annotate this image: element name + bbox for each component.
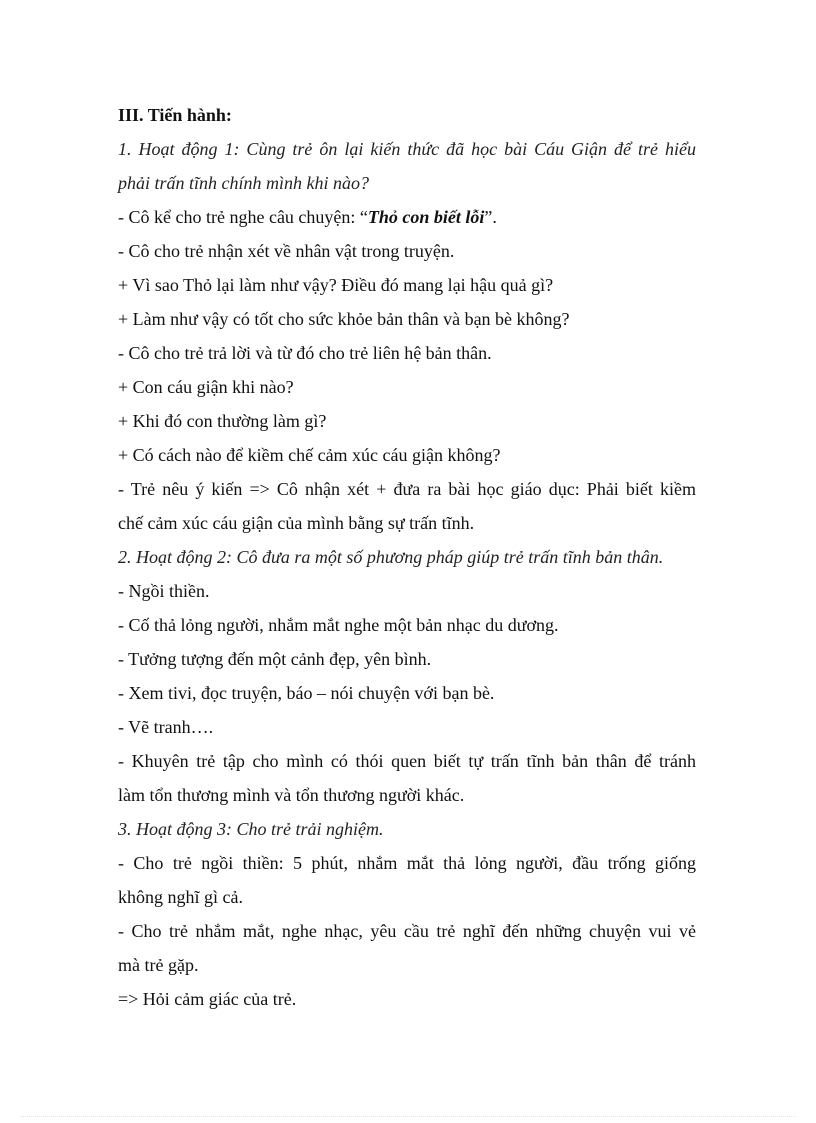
practice-1-line-1: - Cho trẻ ngồi thiền: 5 phút, nhắm mắt thả lỏng người, đầu trống giống	[118, 853, 696, 873]
list-item: + Con cáu giận khi nào?	[118, 377, 294, 397]
conclusion-line-1: - Trẻ nêu ý kiến => Cô nhận xét + đưa ra bài học giáo dục: Phải biết kiềm	[118, 479, 696, 499]
activity-3-heading: 3. Hoạt động 3: Cho trẻ trải nghiệm.	[118, 819, 384, 839]
method-item: - Ngồi thiền.	[118, 581, 210, 601]
list-item: + Vì sao Thỏ lại làm như vậy? Điều đó mang lại hậu quả gì?	[118, 275, 554, 295]
method-item: - Xem tivi, đọc truyện, báo – nói chuyện với bạn bè.	[118, 683, 495, 703]
list-item: - Cô cho trẻ trả lời và từ đó cho trẻ liên hệ bản thân.	[118, 343, 492, 363]
activity-1-heading-line-1: 1. Hoạt động 1: Cùng trẻ ôn lại kiến thức đã học bài Cáu Giận để trẻ hiểu	[118, 139, 696, 159]
story-prefix: - Cô kể cho trẻ nghe câu chuyện: “	[118, 207, 368, 227]
list-item: + Có cách nào để kiềm chế cảm xúc cáu giận không?	[118, 445, 501, 465]
final-line: => Hỏi cảm giác của trẻ.	[118, 989, 297, 1009]
advice-line-2: làm tổn thương mình và tổn thương người khác.	[118, 785, 465, 805]
list-item: - Cô cho trẻ nhận xét về nhân vật trong truyện.	[118, 241, 455, 261]
practice-2-line-1: - Cho trẻ nhắm mắt, nghe nhạc, yêu cầu trẻ nghĩ đến những chuyện vui vẻ	[118, 921, 696, 941]
list-item: + Làm như vậy có tốt cho sức khỏe bản thân và bạn bè không?	[118, 309, 570, 329]
list-item: + Khi đó con thường làm gì?	[118, 411, 327, 431]
method-item: - Tưởng tượng đến một cảnh đẹp, yên bình.	[118, 649, 432, 669]
page-bottom-divider	[20, 1116, 796, 1117]
story-line	[118, 200, 696, 234]
method-item: - Cố thả lỏng người, nhắm mắt nghe một bản nhạc du dương.	[118, 615, 559, 635]
practice-1-line-2: không nghĩ gì cả.	[118, 887, 243, 907]
activity-2-heading: 2. Hoạt động 2: Cô đưa ra một số phương pháp giúp trẻ trấn tĩnh bản thân.	[118, 547, 664, 567]
document-page	[118, 98, 696, 1016]
story-suffix: ”.	[484, 207, 497, 227]
conclusion-line-2: chế cảm xúc cáu giận của mình bằng sự trấn tĩnh.	[118, 513, 475, 533]
method-item: - Vẽ tranh….	[118, 717, 214, 737]
activity-1-heading-line-2: phải trấn tĩnh chính mình khi nào?	[118, 173, 369, 193]
story-title: Thỏ con biết lỗi	[367, 207, 485, 227]
section-heading: III. Tiến hành:	[118, 105, 232, 125]
advice-line-1: - Khuyên trẻ tập cho mình có thói quen biết tự trấn tĩnh bản thân để tránh	[118, 751, 696, 771]
practice-2-line-2: mà trẻ gặp.	[118, 955, 199, 975]
